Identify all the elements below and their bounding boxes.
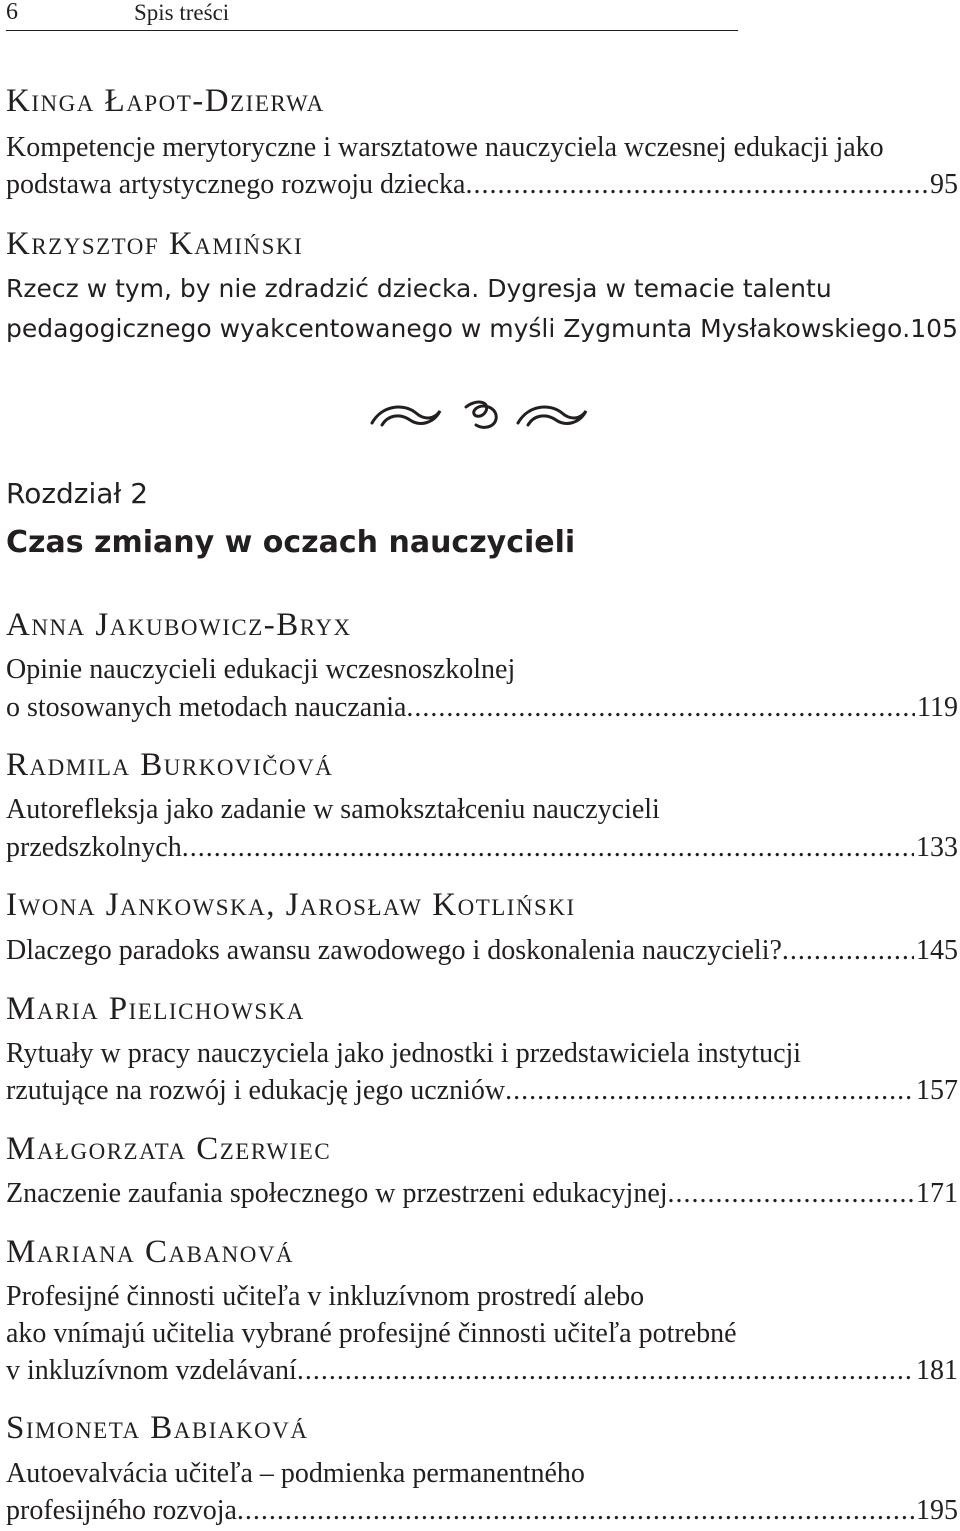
- toc-entry-last-line[interactable]: [6, 1176, 958, 1212]
- toc-author: Mariana Cabanová: [6, 1234, 295, 1270]
- toc-author: Anna Jakubowicz-Bryx: [6, 607, 352, 643]
- toc-title-line: Profesijné činnosti učiteľa v inkluzívnom prostredí alebo: [6, 1281, 645, 1312]
- toc-page-number: 157: [916, 1075, 958, 1106]
- toc-title-line: Dlaczego paradoks awansu zawodowego i doskonalenia nauczycieli?: [6, 935, 782, 966]
- toc-author: Simoneta Babiaková: [6, 1410, 309, 1446]
- toc-title-line: Rytuały w pracy nauczyciela jako jednostki i przedstawiciela instytucji: [6, 1038, 802, 1069]
- toc-title-line: Opinie nauczycieli edukacji wczesnoszkolnej: [6, 654, 516, 685]
- chapter-title: Czas zmiany w oczach nauczycieli: [6, 525, 576, 560]
- toc-entry-last-line[interactable]: [6, 933, 958, 969]
- toc-author: Krzysztof Kamiński: [6, 226, 304, 262]
- toc-entry-last-line[interactable]: [6, 1493, 958, 1529]
- dot-leader: [505, 1073, 914, 1109]
- toc-title-line: o stosowanych metodach nauczania: [6, 692, 407, 723]
- toc-author: Iwona Jankowska, Jarosław Kotliński: [6, 887, 576, 923]
- dot-leader: [465, 167, 928, 203]
- dot-leader: [237, 1493, 914, 1529]
- dot-leader: [297, 1353, 914, 1389]
- dot-leader: [182, 830, 914, 866]
- toc-author: Kinga Łapot-Dzierwa: [6, 83, 325, 119]
- toc-title-line: ako vnímajú učitelia vybrané profesijné činnosti učiteľa potrebné: [6, 1318, 737, 1349]
- toc-title-line: Kompetencje merytoryczne i warsztatowe nauczyciela wczesnej edukacji jako: [6, 132, 884, 163]
- toc-page-number: 95: [930, 169, 958, 200]
- page-header: [6, 0, 738, 31]
- running-title: Spis treści: [134, 0, 230, 25]
- toc-page-number: 119: [917, 692, 958, 723]
- toc-title-line: pedagogicznego wyakcentowanego w myśli Zygmunta Mysłakowskiego: [6, 314, 903, 343]
- toc-entry-last-line[interactable]: [6, 1073, 958, 1109]
- toc-author: Maria Pielichowska: [6, 991, 305, 1027]
- toc-page-number: 105: [910, 314, 958, 343]
- toc-page-number: 133: [916, 832, 958, 863]
- dot-leader: [668, 1176, 914, 1212]
- toc-page-number: 181: [916, 1355, 958, 1386]
- decorative-flourish-icon: [368, 393, 598, 439]
- dot-leader: [406, 690, 915, 726]
- toc-title-line: Autorefleksja jako zadanie w samokształceniu nauczycieli: [6, 794, 660, 825]
- chapter-label: Rozdział 2: [6, 477, 149, 510]
- toc-page-number: 145: [916, 935, 958, 966]
- toc-entry-last-line[interactable]: [6, 1353, 958, 1389]
- toc-page-number: 171: [916, 1178, 958, 1209]
- toc-title-line: Znaczenie zaufania społecznego w przestrzeni edukacyjnej: [6, 1178, 668, 1209]
- toc-title-line: v inkluzívnom vzdelávaní: [6, 1355, 297, 1386]
- dot-leader: [782, 933, 914, 969]
- toc-entry-last-line[interactable]: [6, 690, 958, 726]
- toc-page-number: 195: [916, 1495, 958, 1526]
- toc-author: Małgorzata Czerwiec: [6, 1131, 332, 1167]
- toc-entry-last-line[interactable]: [6, 167, 958, 203]
- toc-title-line: profesijného rozvoja: [6, 1495, 237, 1526]
- page-number: 6: [6, 0, 18, 25]
- toc-author: Radmila Burkovičová: [6, 747, 334, 783]
- toc-title-line: podstawa artystycznego rozwoju dziecka: [6, 169, 466, 200]
- toc-entry-last-line[interactable]: [6, 830, 958, 866]
- toc-title-line: Rzecz w tym, by nie zdradzić dziecka. Dygresja w temacie talentu: [6, 274, 832, 303]
- toc-title-line: rzutujące na rozwój i edukację jego uczniów: [6, 1075, 506, 1106]
- toc-entry-last-line[interactable]: [6, 311, 958, 347]
- toc-title-line: Autoevalvácia učiteľa – podmienka permanentného: [6, 1458, 585, 1489]
- toc-title-line: przedszkolnych: [6, 832, 182, 863]
